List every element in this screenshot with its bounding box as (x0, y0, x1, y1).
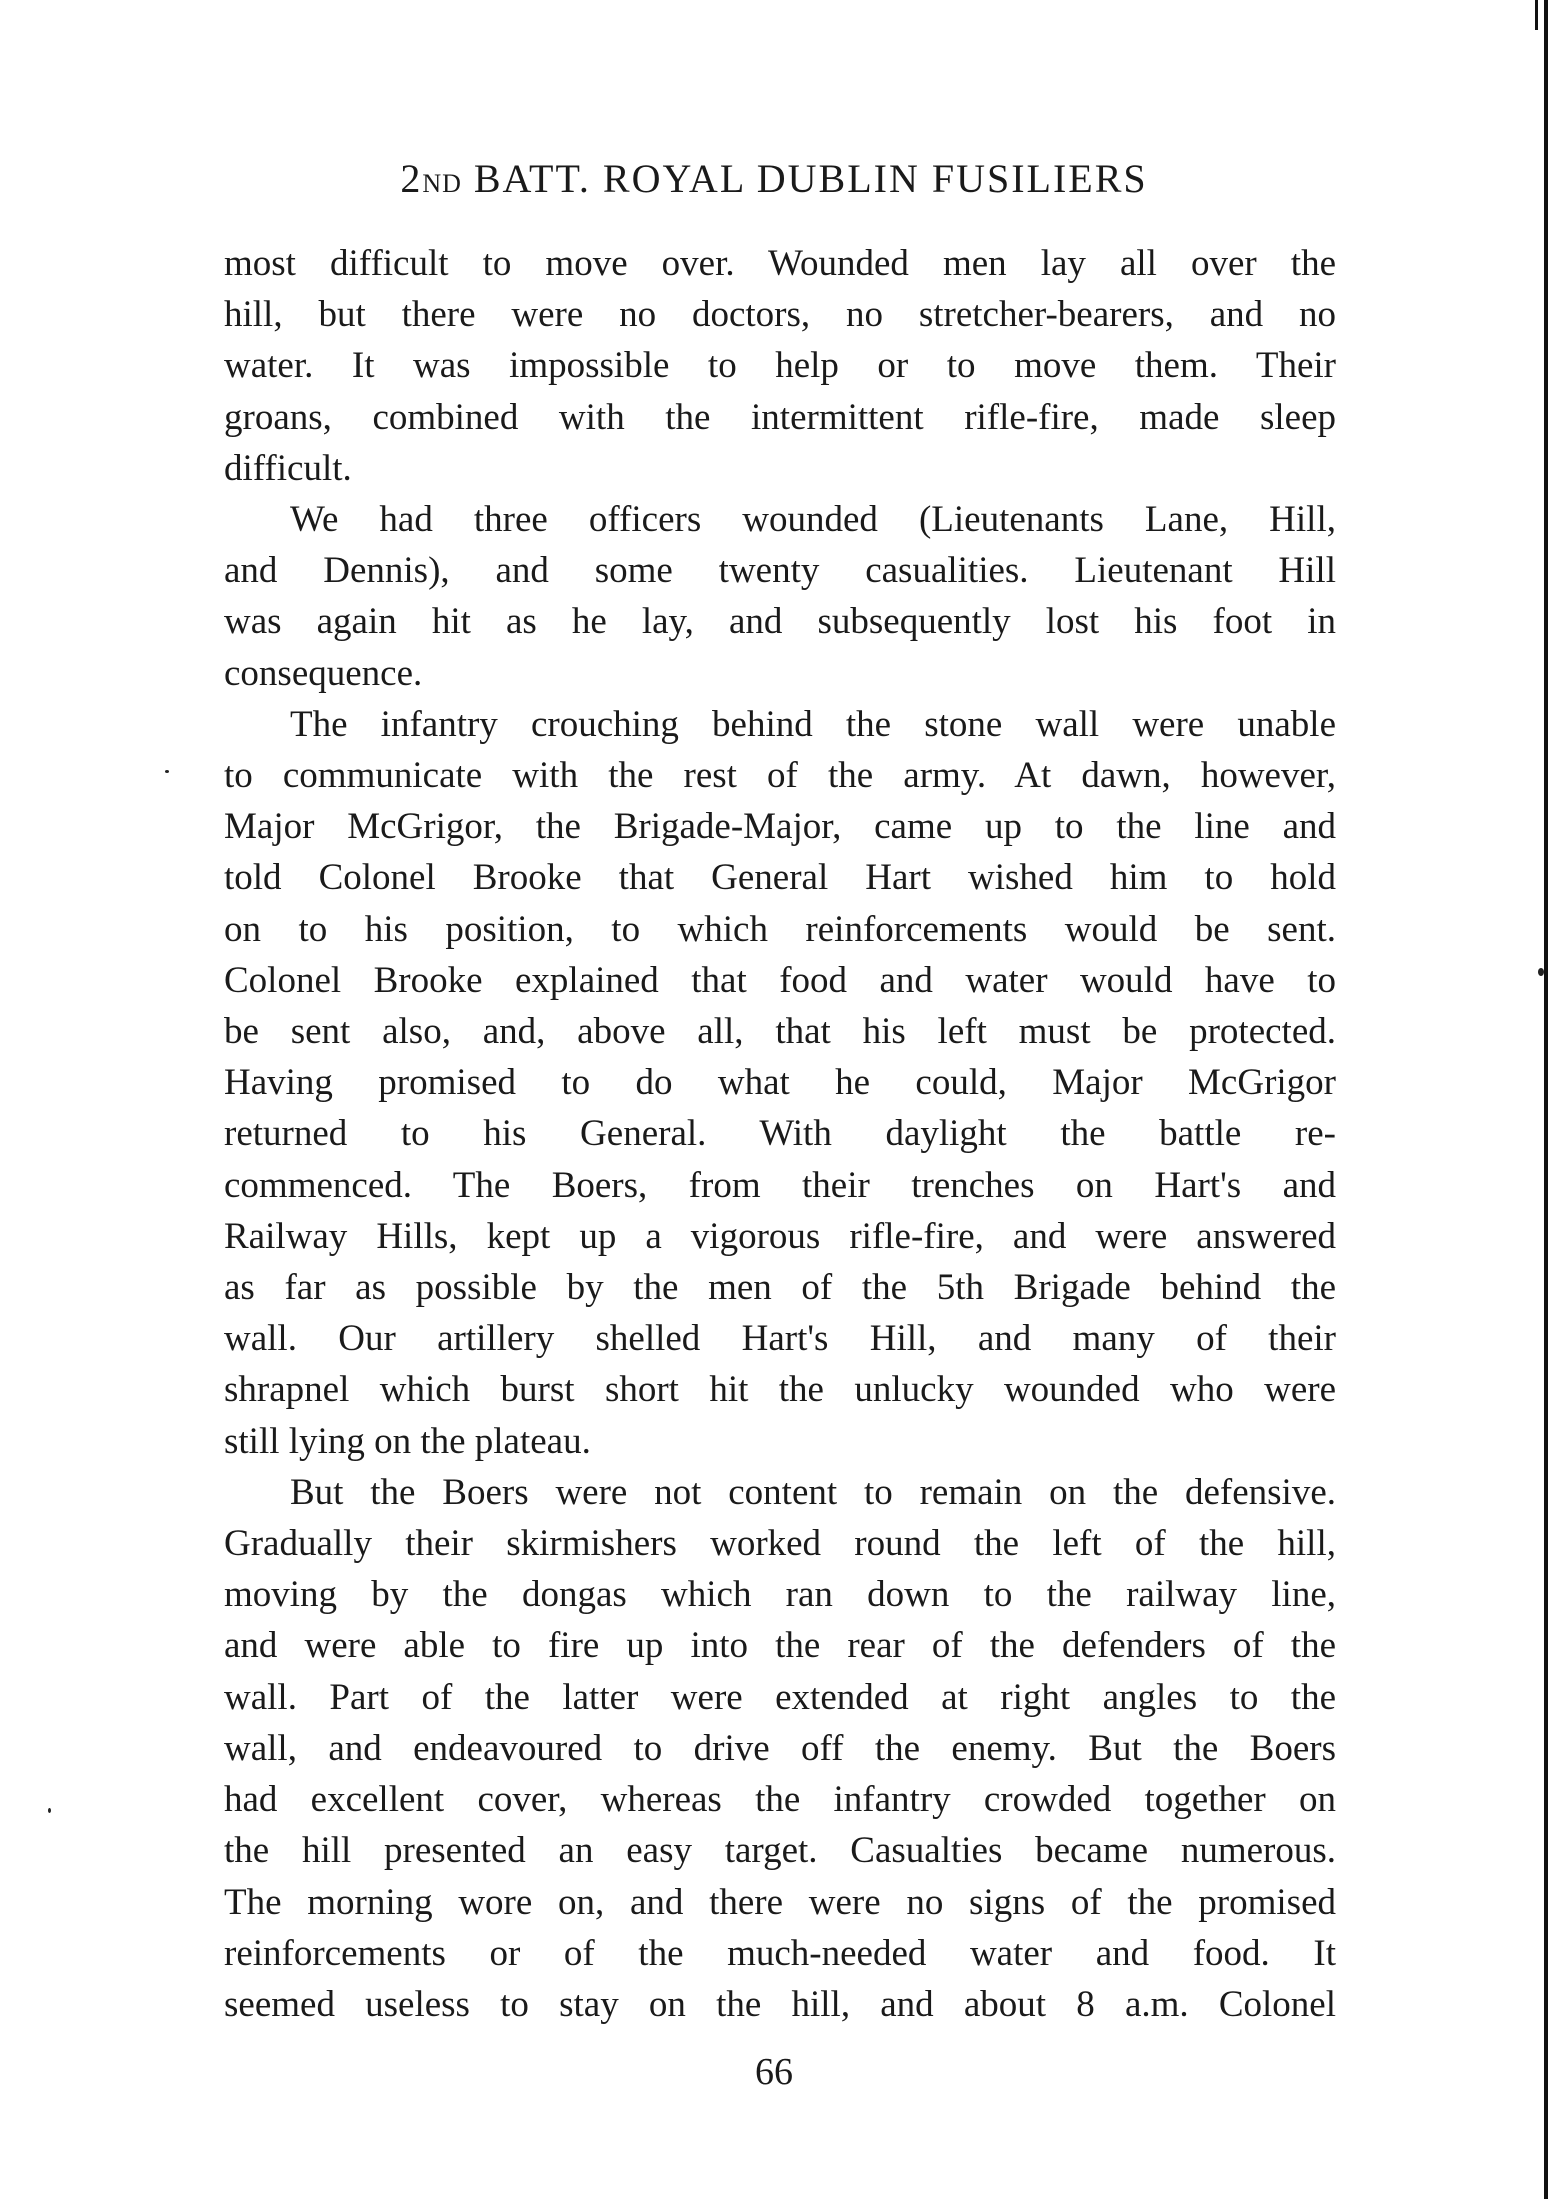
text-line: was again hit as he lay, and subsequently lost his foot in (224, 601, 1336, 643)
scan-edge-rule (1544, 0, 1548, 2199)
text-line: the hill presented an easy target. Casualties became numerous. (224, 1830, 1336, 1872)
text-line: Gradually their skirmishers worked round the left of the hill, (224, 1523, 1336, 1565)
text-line: commenced. The Boers, from their trenches on Hart's and (224, 1164, 1336, 1206)
text-line: moving by the dongas which ran down to the railway line, (224, 1574, 1336, 1616)
text-line: The infantry crouching behind the stone wall were unable (290, 703, 1336, 745)
text-line: and Dennis), and some twenty casualities. Lieutenant Hill (224, 550, 1336, 592)
text-line: and were able to fire up into the rear of the defenders of the (224, 1625, 1336, 1667)
text-line: on to his position, to which reinforcements would be sent. (224, 908, 1336, 950)
text-line: We had three officers wounded (Lieutenants Lane, Hill, (290, 499, 1336, 541)
text-line: seemed useless to stay on the hill, and about 8 a.m. Colonel (224, 1983, 1336, 2025)
scan-edge-mark (1535, 0, 1538, 30)
paragraph-1 (224, 238, 1336, 494)
text-line: hill, but there were no doctors, no stretcher-bearers, and no (224, 294, 1336, 336)
text-line: returned to his General. With daylight the battle re- (224, 1113, 1336, 1155)
running-head-title: BATT. ROYAL DUBLIN FUSILIERS (473, 156, 1148, 201)
text-line: shrapnel which burst short hit the unlucky wounded who were (224, 1369, 1336, 1411)
scan-speck (165, 770, 169, 773)
scan-speck (48, 1808, 51, 1813)
text-line: wall, and endeavoured to drive off the enemy. But the Boers (224, 1727, 1336, 1769)
running-head-ordinal-suffix: ND (422, 169, 462, 198)
text-line: still lying on the plateau. (224, 1420, 591, 1462)
running-head-ordinal: 2 (400, 156, 423, 201)
text-line: water. It was impossible to help or to move them. Their (224, 345, 1336, 387)
text-line: consequence. (224, 652, 423, 694)
text-line: most difficult to move over. Wounded men lay all over the (224, 243, 1336, 284)
text-line: groans, combined with the intermittent rifle-fire, made sleep (224, 396, 1336, 438)
text-line: had excellent cover, whereas the infantry crowded together on (224, 1779, 1336, 1821)
text-line: reinforcements or of the much-needed water and food. It (224, 1932, 1336, 1974)
text-line: Railway Hills, kept up a vigorous rifle-fire, and were answered (224, 1215, 1336, 1257)
page-number: 66 (755, 2051, 793, 2093)
text-line: to communicate with the rest of the army. At dawn, however, (224, 755, 1336, 797)
scan-speck (1538, 968, 1544, 976)
text-line: But the Boers were not content to remain on the defensive. (290, 1471, 1336, 1513)
text-line: wall. Part of the latter were extended at right angles to the (224, 1676, 1336, 1718)
text-line: Having promised to do what he could, Major McGrigor (224, 1062, 1336, 1104)
running-head (0, 155, 1548, 208)
text-line: Colonel Brooke explained that food and water would have to (224, 959, 1336, 1001)
text-line: as far as possible by the men of the 5th Brigade behind the (224, 1267, 1336, 1309)
paragraph-3 (224, 699, 1336, 1467)
text-line: difficult. (224, 447, 352, 489)
paragraph-2 (224, 494, 1336, 699)
paragraph-4 (224, 1467, 1336, 2030)
body-text (224, 238, 1336, 2030)
text-line: The morning wore on, and there were no signs of the promised (224, 1881, 1336, 1923)
text-line: Major McGrigor, the Brigade-Major, came up to the line and (224, 806, 1336, 848)
text-line: be sent also, and, above all, that his left must be protected. (224, 1011, 1336, 1053)
text-line: told Colonel Brooke that General Hart wished him to hold (224, 857, 1336, 899)
text-line: wall. Our artillery shelled Hart's Hill, and many of their (224, 1318, 1336, 1360)
